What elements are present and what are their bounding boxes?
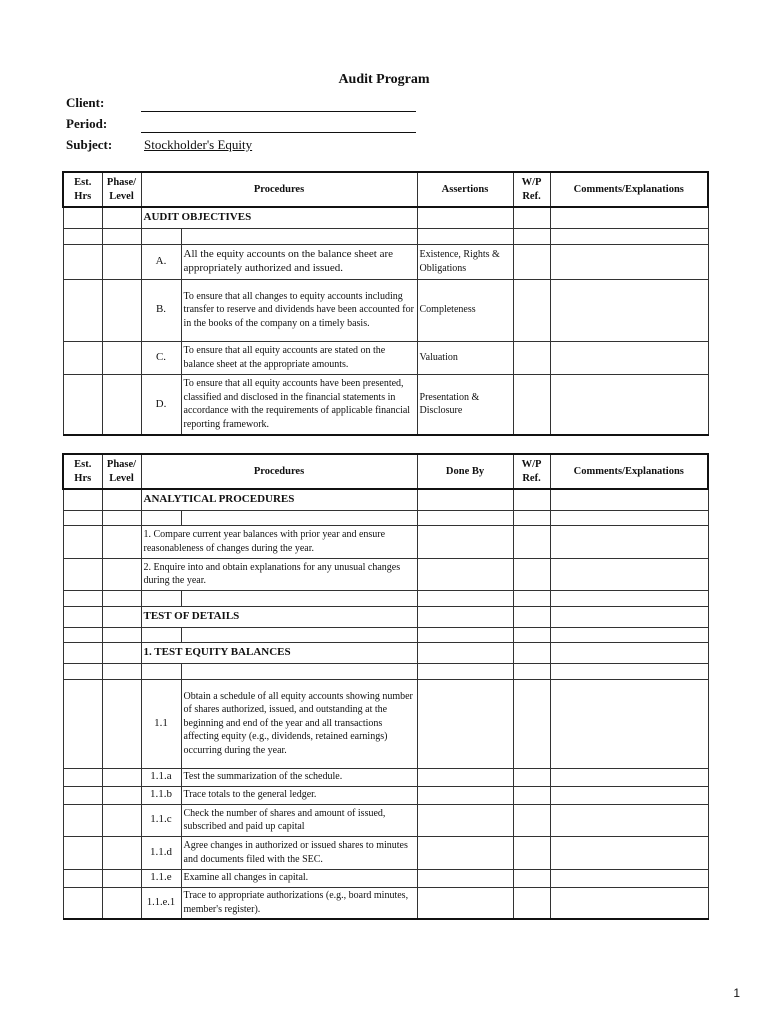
wp-ref-header: W/P Ref. [513, 454, 550, 489]
step-text: Obtain a schedule of all equity accounts showing number of shares authorized, issued, and outstanding at the beginning and end of the year and all transactions affecting equity (e.g., dividends, retained earnings) occurring during the year. [181, 679, 417, 768]
table-row [63, 768, 708, 786]
section-row [63, 489, 708, 510]
step-text: Agree changes in authorized or issued shares to minutes and documents filed with the SEC. [181, 836, 417, 869]
objective-text: To ensure that all equity accounts are stated on the balance sheet at the appropriate amounts. [181, 341, 417, 374]
table-row [63, 525, 708, 558]
step-ref: 1.1 [141, 679, 181, 768]
period-field[interactable] [141, 132, 416, 133]
period-label: Period: [66, 116, 108, 131]
section-title: TEST OF DETAILS [141, 606, 417, 627]
table-row [63, 590, 708, 606]
table-row [63, 786, 708, 804]
section-row [63, 642, 708, 663]
objective-ref: B. [141, 279, 181, 341]
table-row [63, 341, 708, 374]
table-row [63, 627, 708, 642]
objective-ref: C. [141, 341, 181, 374]
table-row [63, 244, 708, 279]
objective-ref: D. [141, 374, 181, 435]
table-header [63, 454, 708, 489]
done-by-header: Done By [417, 454, 513, 489]
table-row [63, 374, 708, 435]
table-row [63, 228, 708, 244]
step-ref: 1.1.b [141, 786, 181, 804]
procedures-header: Procedures [141, 172, 417, 207]
subject-value: Stockholder's Equity [144, 137, 253, 152]
table-row [63, 663, 708, 679]
table-row [63, 279, 708, 341]
comments-header: Comments/Explanations [550, 454, 708, 489]
objective-text: To ensure that all equity accounts have been presented, classified and disclosed in the financial statements in accordance with the requirements of applicable financial reporting framework. [181, 374, 417, 435]
page-title: Audit Program [338, 72, 430, 87]
est-hrs-header: Est. Hrs [63, 172, 102, 207]
procedures-table [62, 453, 709, 920]
step-text: Check the number of shares and amount of issued, subscribed and paid up capital [181, 804, 417, 836]
audit-objectives-table [62, 171, 709, 436]
step-text: Test the summarization of the schedule. [181, 768, 417, 786]
section-title: AUDIT OBJECTIVES [141, 207, 417, 228]
step-text: Trace to appropriate authorizations (e.g., board minutes, member's register). [181, 887, 417, 919]
subject-label: Subject: [66, 137, 113, 152]
table-row [63, 836, 708, 869]
analytical-step: 2. Enquire into and obtain explanations for any unusual changes during the year. [141, 558, 417, 590]
objective-text: To ensure that all changes to equity accounts including transfer to reserve and dividends have been accounted for in the books of the company on a timely basis. [181, 279, 417, 341]
table-row [63, 869, 708, 887]
phase-level-header: Phase/ Level [102, 172, 141, 207]
table-row [63, 887, 708, 919]
procedures-header: Procedures [141, 454, 417, 489]
step-ref: 1.1.e.1 [141, 887, 181, 919]
step-text: Examine all changes in capital. [181, 869, 417, 887]
table-row [63, 679, 708, 768]
step-ref: 1.1.d [141, 836, 181, 869]
objective-assertion: Presentation & Disclosure [417, 374, 513, 435]
section-row [63, 207, 708, 228]
step-ref: 1.1.c [141, 804, 181, 836]
analytical-step: 1. Compare current year balances with prior year and ensure reasonableness of changes during the year. [141, 525, 417, 558]
objective-ref: A. [141, 244, 181, 279]
objective-assertion: Existence, Rights & Obligations [417, 244, 513, 279]
phase-level-header: Phase/ Level [102, 454, 141, 489]
step-text: Trace totals to the general ledger. [181, 786, 417, 804]
table-header [63, 172, 708, 207]
section-title: ANALYTICAL PROCEDURES [141, 489, 417, 510]
section-title: 1. TEST EQUITY BALANCES [141, 642, 417, 663]
client-field[interactable] [141, 111, 416, 112]
table-row [63, 558, 708, 590]
objective-assertion: Valuation [417, 341, 513, 374]
est-hrs-header: Est. Hrs [63, 454, 102, 489]
table-row [63, 510, 708, 525]
comments-header: Comments/Explanations [550, 172, 708, 207]
step-ref: 1.1.a [141, 768, 181, 786]
client-label: Client: [66, 95, 105, 110]
table-row [63, 804, 708, 836]
assertions-header: Assertions [417, 172, 513, 207]
section-row [63, 606, 708, 627]
step-ref: 1.1.e [141, 869, 181, 887]
objective-text: All the equity accounts on the balance sheet are appropriately authorized and issued. [181, 244, 417, 279]
wp-ref-header: W/P Ref. [513, 172, 550, 207]
objective-assertion: Completeness [417, 279, 513, 341]
page-number: 1 [733, 986, 740, 1000]
